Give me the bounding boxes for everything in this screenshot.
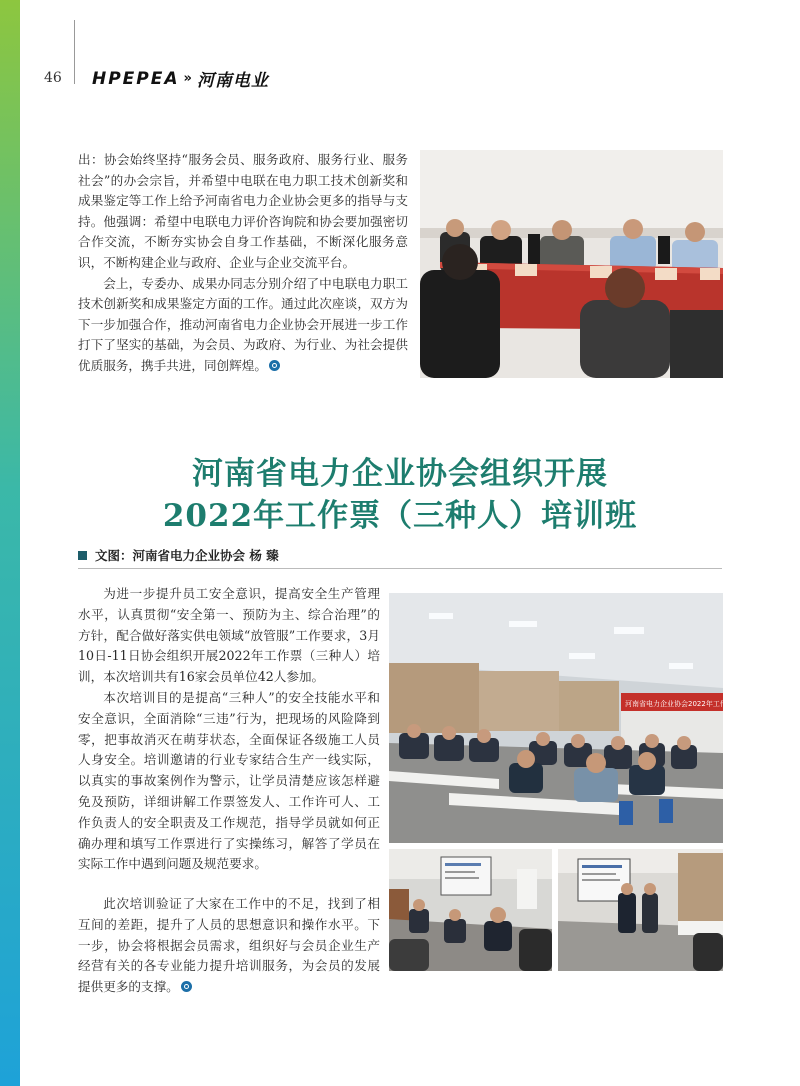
end-mark-icon <box>181 981 192 992</box>
page-number: 46 <box>44 70 62 86</box>
lecture-photo-right <box>558 849 723 971</box>
header-divider <box>74 20 75 84</box>
top-paragraph-1: 出：协会始终坚持“服务会员、服务政府、服务行业、服务社会”的办会宗旨，并希望中电联在电力职工技术创新奖和成果鉴定等工作上给予河南省电力企业协会更多的指导与支持。他强调：希望中电联电力评价咨询院和协会要加强密切合作交流，不断夯实协会自身工作基础，不断深化服务意识，不断构建企业与政府、企业与企业交流平台。 <box>78 152 408 270</box>
main-paragraph-3: 此次培训验证了大家在工作中的不足，找到了相互间的差距，提升了人员的思想意识和操作水平。下一步，协会将根据会员需求，组织好与会员企业生产经营有关的各专业能力提升培训服务，为会员的发展提供更多的支撑。 <box>78 896 380 995</box>
byline-text: 文图：河南省电力企业协会 杨 臻 <box>95 548 279 563</box>
brand-chevron: » <box>183 71 193 86</box>
top-paragraph-2: 会上，专委办、成果办同志分别介绍了中电联电力职工技术创新奖和成果鉴定方面的工作。通过此次座谈，双方为下一步加强合作，推动河南省电力企业协会开展进一步工作打下了坚实的基础，为会员、为政府、为行业、为社会提供优质服务，携手共进，同创辉煌。 <box>78 275 408 373</box>
magazine-brand <box>92 66 269 91</box>
main-article-text-lower <box>78 894 380 998</box>
side-color-bar <box>0 0 20 1086</box>
meeting-photo <box>420 150 723 378</box>
byline-square-icon <box>78 551 87 560</box>
training-banner-text: 河南省电力企业协会2022年工作票（三种人）培训班 <box>625 700 790 708</box>
brand-chinese: 河南电业 <box>196 71 269 91</box>
training-room-photo <box>389 593 790 843</box>
brand-english: HPEPEA <box>92 68 180 89</box>
lecture-photo-left <box>389 849 552 971</box>
article-title-line-1: 河南省电力企业协会组织开展 <box>192 456 608 492</box>
main-paragraph-1: 为进一步提升员工安全意识，提高安全生产管理水平，认真贯彻“安全第一、预防为主、综合治理”的方针，配合做好落实供电领域“放管服”工作要求，3月10日-11日协会组织开展2022年工作票（三种人）培训，本次培训共有16家会员单位42人参加。 <box>78 586 380 685</box>
main-article-text-upper <box>78 584 380 875</box>
byline <box>78 546 279 564</box>
end-mark-icon <box>269 360 280 371</box>
main-paragraph-2: 本次培训目的是提高“三种人”的安全技能水平和安全意识，全面消除“三违”行为，把现场的风险降到零，把事故消灭在萌芽状态，全面保证各级施工人员人身安全。培训邀请的行业专家结合生产一线实际，以真实的事故案例作为警示，让学员清楚应该怎样避免及预防，详细讲解工作票签发人、工作许可人、工作负责人的安全职责及工作规范，指导学员就如何正确办理和填写工作票进行了实操练习，解答了学员在实际工作中遇到问题及规范要求。 <box>78 689 380 872</box>
byline-divider <box>78 568 722 569</box>
article-title-line-2: 2022年工作票（三种人）培训班 <box>162 498 638 534</box>
top-article-text <box>78 150 408 377</box>
